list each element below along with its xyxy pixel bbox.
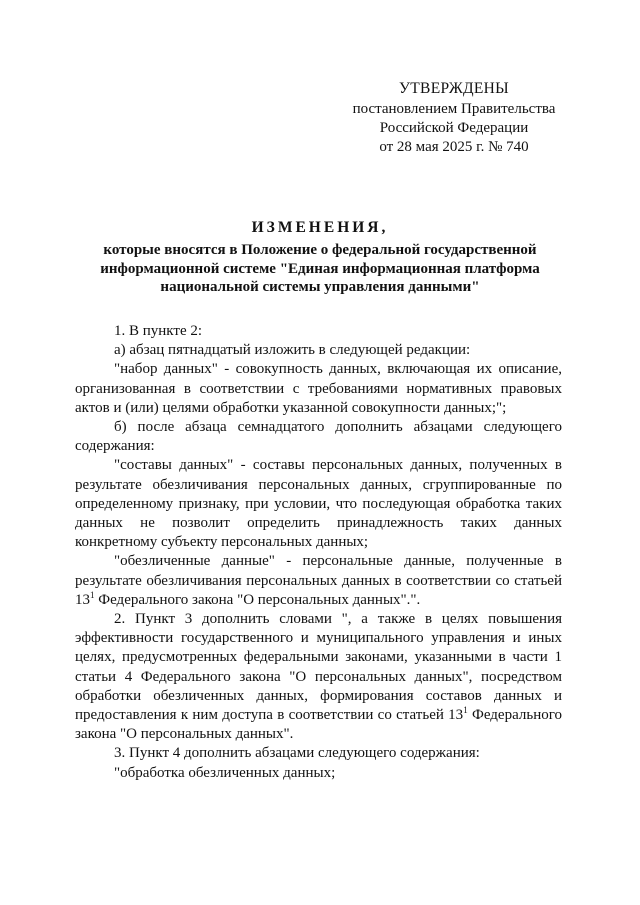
approval-stamp — [346, 79, 562, 157]
paragraph-3: "набор данных" - совокупность данных, включающая их описание, организованная в соответствии с требованиями нормативных правовых актов и (или) целями обработки указанной совокупности данных;"; — [75, 361, 562, 416]
paragraph-2: а) абзац пятнадцатый изложить в следующей редакции: — [114, 342, 471, 359]
paragraph-6 — [75, 552, 562, 610]
approval-heading: УТВЕРЖДЕНЫ — [399, 80, 509, 97]
paragraph-8: 3. Пункт 4 дополнить абзацами следующего содержания: — [114, 745, 480, 762]
approval-line-3: от 28 мая 2025 г. № 740 — [379, 139, 529, 155]
paragraph-1: 1. В пункте 2: — [114, 323, 203, 339]
document-body — [75, 322, 562, 783]
paragraph-6-text-b: Федерального закона "О персональных данных".". — [94, 591, 421, 608]
document-title: ИЗМЕНЕНИЯ, — [251, 219, 389, 236]
document-subtitle: которые вносятся в Положение о федеральной государственной информационной системе "Единая информационная платформа национальной системы управления данными" — [100, 242, 540, 295]
approval-line-2: Российской Федерации — [379, 120, 529, 136]
paragraph-4: б) после абзаца семнадцатого дополнить абзацами следующего содержания: — [75, 419, 562, 455]
approval-line-1: постановлением Правительства — [352, 101, 556, 117]
paragraph-9: "обработка обезличенных данных; — [114, 764, 336, 781]
paragraph-7 — [75, 610, 562, 744]
paragraph-6-text-a: "обезличенные данные" - персональные данные, полученные в результате обезличивания персональных данных в соответствии со статьей 13 — [75, 553, 562, 608]
paragraph-6-superscript: 1 — [90, 589, 95, 600]
paragraph-7-text-a: 2. Пункт 3 дополнить словами ", а также в целях повышения эффективности государственного и муниципального управления и иных целях, предусмотренных федеральными законами, указанными в части 1 статьи 4 Федерального закона "О персональных данных", посредством обработки обезличенных данных, формирования составов данных и предоставления к ним доступа в соответствии со статьей 13 — [75, 611, 562, 724]
paragraph-5: "составы данных" - составы персональных данных, полученных в результате обезличивания персональных данных, сгруппированные по определенному признаку, при условии, что последующая обработка таких данных не позволит определить принадлежность таких данных конкретному субъекту персональных данных; — [75, 457, 562, 551]
paragraph-7-superscript: 1 — [463, 705, 468, 716]
paragraph-7-text-b: Федерального закона "О персональных данных". — [75, 707, 563, 743]
